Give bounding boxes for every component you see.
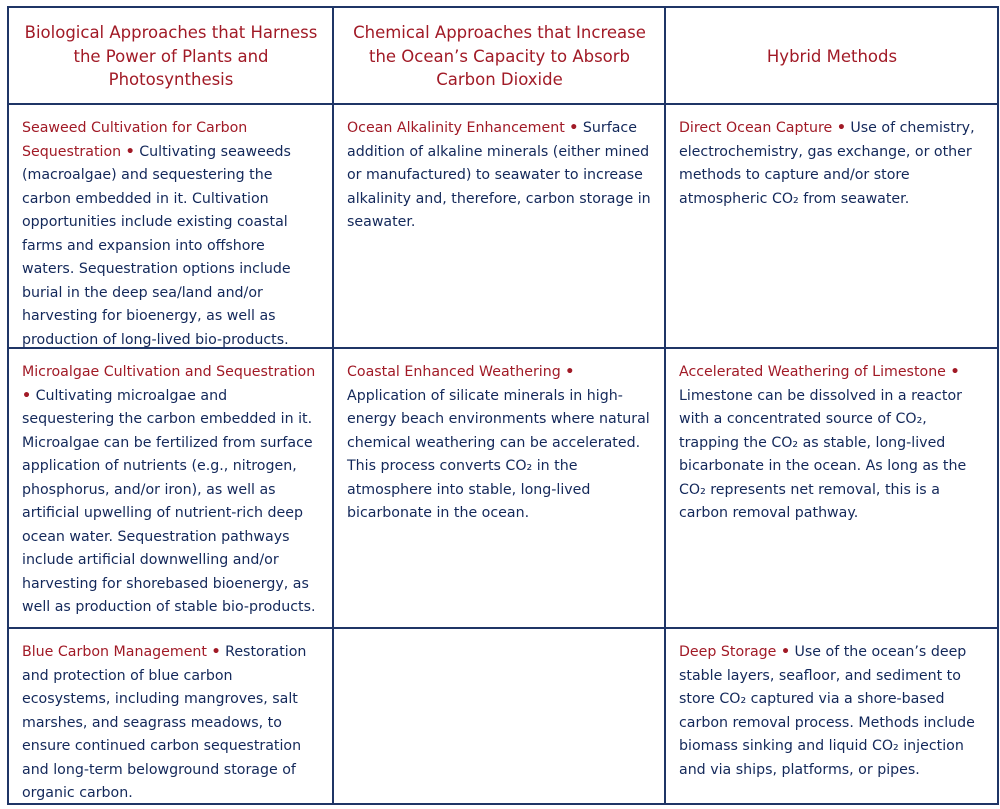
cell-title: Blue Carbon Management — [22, 644, 207, 660]
cell-blue-carbon — [7, 627, 334, 805]
cell-title: Ocean Alkalinity Enhancement — [347, 120, 565, 136]
cell-title: Direct Ocean Capture — [679, 120, 833, 136]
cell-coastal-weathering — [332, 347, 666, 629]
header-hybrid-text: Hybrid Methods — [766, 46, 898, 66]
bullet-dot: • — [780, 644, 791, 660]
bullet-dot: • — [950, 364, 960, 380]
approaches-table — [8, 7, 998, 804]
cell-text: Cultivating seaweeds (macroalgae) and sequestering the carbon embedded in it. Cultivation opportunities include existing coastal farms and expansion into offshore waters. Sequestration options include burial in the deep sea/land and/or harvesting for bioenergy, as well as production of long-lived bio-products. — [22, 143, 291, 348]
bullet-dot: • — [22, 387, 32, 404]
header-chemical-text: Chemical Approaches that Increase the Ocean’s Capacity to Absorb Carbon Dioxide — [353, 23, 646, 90]
cell-direct-capture — [664, 103, 999, 349]
header-chemical — [332, 6, 666, 105]
cell-title: Microalgae Cultivation and Sequestration — [22, 364, 316, 380]
header-biological — [7, 6, 334, 105]
cell-text: Use of chemistry, electrochemistry, gas exchange, or other methods to capture and/or store atmospheric CO₂ from seawater. — [679, 120, 975, 207]
cell-microalgae — [7, 347, 334, 629]
cell-alkalinity — [332, 103, 666, 349]
cell-text: Application of silicate minerals in high-energy beach environments where natural chemical weathering can be accelerated. This process converts CO₂ in the atmosphere into stable, long-lived bicarbonate in the ocean. — [347, 387, 650, 521]
bullet-dot: • — [211, 644, 221, 660]
cell-text: Surface addition of alkaline minerals (either mined or manufactured) to seawater to increase alkalinity and, therefore, carbon storage in seawater. — [347, 120, 651, 230]
cell-seaweed — [7, 103, 334, 349]
header-hybrid — [664, 6, 999, 105]
bullet-dot: • — [569, 120, 579, 136]
bullet-dot: • — [565, 364, 575, 380]
cell-empty — [332, 627, 666, 805]
header-biological-text: Biological Approaches that Harness the Power of Plants and Photosynthesis — [24, 23, 318, 90]
bullet-dot: • — [836, 120, 846, 136]
cell-text: Use of the ocean’s deep stable layers, seafloor, and sediment to store CO₂ captured via a shore-based carbon removal process. Methods include biomass sinking and liquid CO₂ injection and via ships, platforms, or pipes. — [679, 644, 975, 778]
cell-text: Limestone can be dissolved in a reactor with a concentrated source of CO₂, trapping the CO₂ as stable, long-lived bicarbonate in the ocean. As long as the CO₂ represents net removal, this is a carbon removal pathway. — [679, 387, 967, 521]
cell-title: Coastal Enhanced Weathering — [347, 364, 561, 380]
cell-limestone — [664, 347, 999, 629]
cell-title: Seaweed Cultivation for Carbon Sequestration — [22, 120, 248, 160]
cell-title: Deep Storage — [679, 644, 777, 660]
cell-title: Accelerated Weathering of Limestone — [679, 364, 946, 380]
cell-deep-storage — [664, 627, 999, 805]
cell-text: Restoration and protection of blue carbon ecosystems, including mangroves, salt marshes, and seagrass meadows, to ensure continued carbon sequestration and long-term belowground storage of organic carbon. — [22, 644, 307, 801]
cell-text: Cultivating microalgae and sequestering the carbon embedded in it. Microalgae can be fertilized from surface application of nutrients (e.g., nitrogen, phosphorus, and/or iron), as well as artificial upwelling of nutrient-rich deep ocean water. Sequestration pathways include artificial downwelling and/or harvesting for shorebased bioenergy, as well as production of stable bio-products. — [22, 387, 316, 615]
bullet-dot: • — [125, 143, 135, 160]
